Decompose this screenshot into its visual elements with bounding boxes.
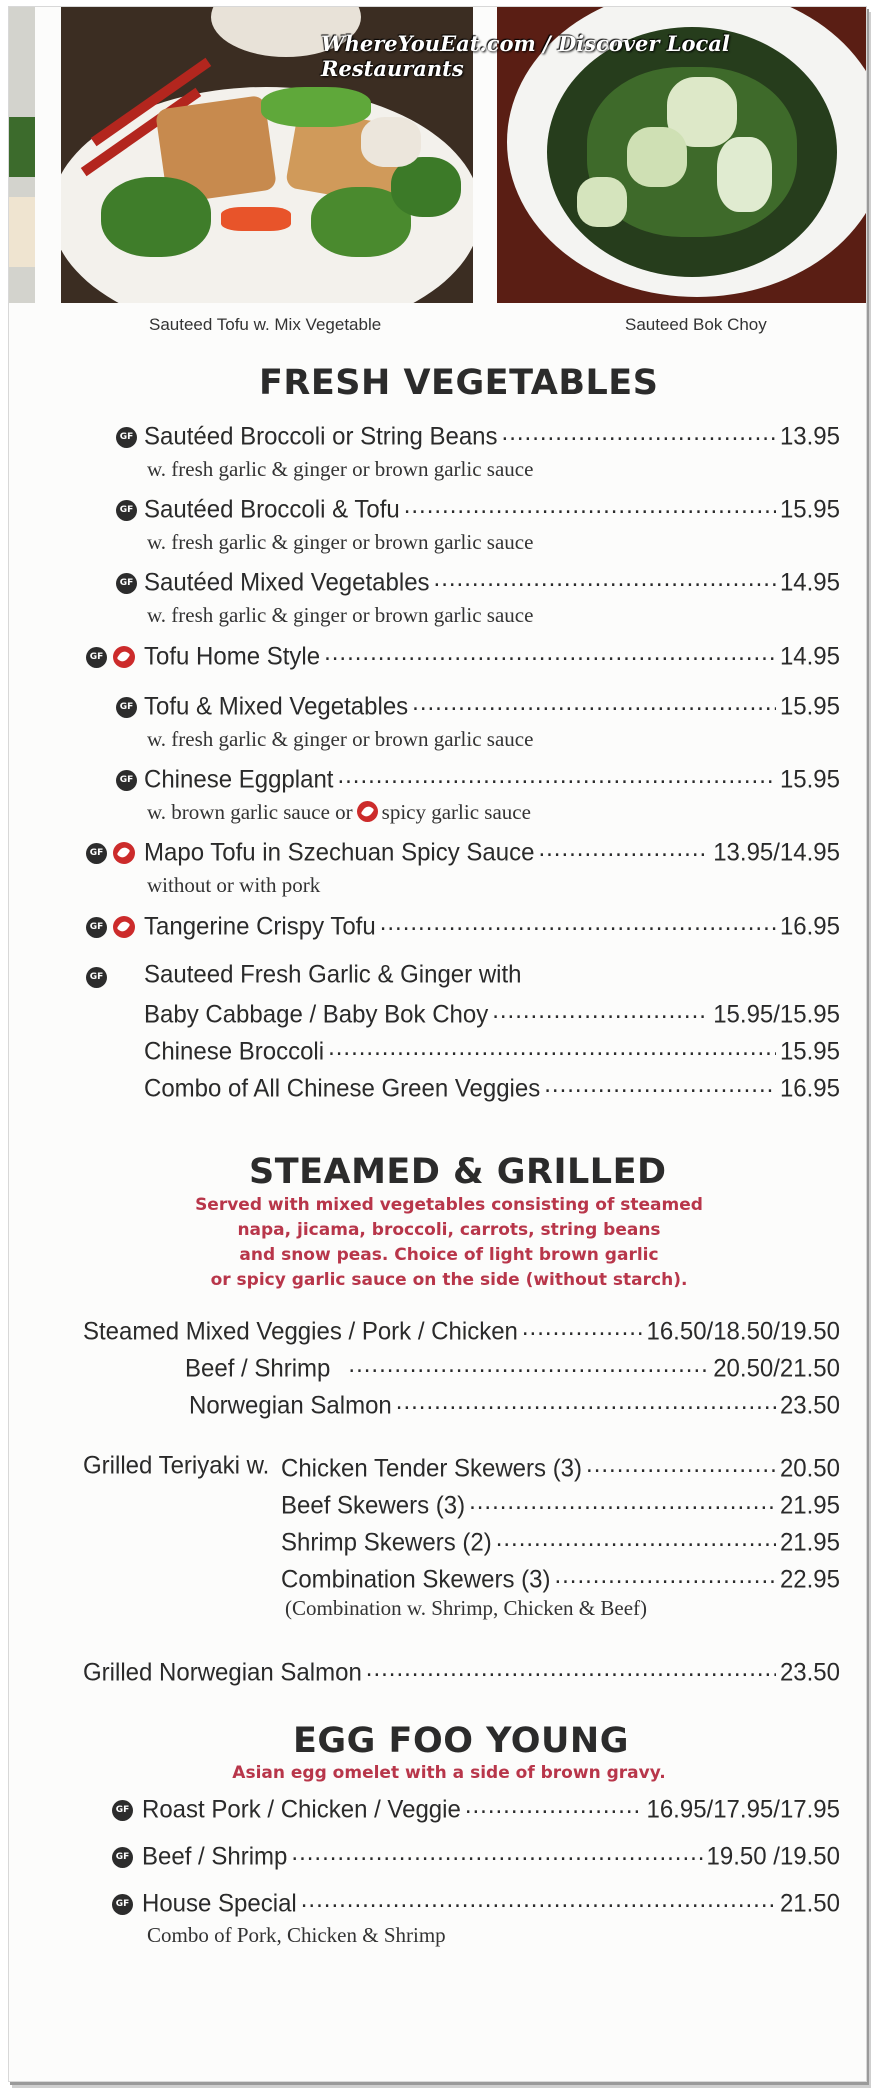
item-price: 19.50 /19.50: [706, 1842, 840, 1871]
section-title-steamed-grilled: STEAMED & GRILLED: [249, 1152, 667, 1192]
item-price: 15.95: [779, 1037, 840, 1066]
chili-pepper-icon: [357, 801, 378, 822]
group-heading: [144, 960, 522, 989]
section-title-egg-foo-young: EGG FOO YOUNG: [293, 1721, 629, 1761]
item-description: without or with pork: [147, 873, 321, 897]
gluten-free-icon: GF: [112, 1800, 133, 1821]
gluten-free-icon: GF: [112, 1847, 133, 1868]
item-description: w. fresh garlic & ginger or brown garlic sauce: [147, 457, 534, 481]
gluten-free-icon: GF: [86, 843, 107, 864]
menu-item: [144, 419, 840, 451]
subtitle-line: Served with mixed vegetables consisting of steamed: [195, 1195, 703, 1215]
menu-item: [144, 1034, 840, 1066]
gluten-free-icon: GF: [116, 427, 137, 448]
subtitle-line: and snow peas. Choice of light brown garlic: [239, 1245, 659, 1265]
group-heading-text: Sauteed Fresh Garlic & Ginger with: [144, 960, 522, 989]
menu-item: [144, 1071, 840, 1103]
menu-item: [144, 909, 840, 941]
item-name: Norwegian Salmon: [189, 1391, 392, 1420]
item-name: Sautéed Broccoli or String Beans: [144, 422, 498, 451]
gluten-free-icon: GF: [116, 500, 137, 521]
left-photo-edge: [9, 7, 35, 303]
item-name: Tofu & Mixed Vegetables: [144, 692, 409, 721]
section-subtitle: [109, 1193, 789, 1293]
item-name: Chinese Eggplant: [144, 765, 334, 794]
menu-item: [142, 1839, 840, 1871]
chili-pepper-icon: [113, 646, 135, 668]
item-price: 15.95: [779, 765, 840, 794]
item-price: 16.95: [779, 912, 840, 941]
item-price: 15.95: [779, 495, 840, 524]
menu-item: [142, 1886, 840, 1918]
item-name: Steamed Mixed Veggies / Pork / Chicken: [83, 1317, 518, 1346]
chili-pepper-icon: [113, 916, 135, 938]
item-price: 21.95: [779, 1528, 840, 1557]
menu-item: [83, 1655, 840, 1687]
item-name: Combo of All Chinese Green Veggies: [144, 1074, 541, 1103]
subtitle-line: or spicy garlic sauce on the side (without starch).: [210, 1270, 688, 1290]
menu-item: [281, 1488, 840, 1520]
gluten-free-icon: GF: [116, 573, 137, 594]
gluten-free-icon: GF: [112, 1894, 133, 1915]
gluten-free-icon: GF: [86, 647, 107, 668]
item-description: [147, 800, 531, 825]
item-name: Shrimp Skewers (2): [281, 1528, 492, 1557]
item-price: 21.50: [779, 1889, 840, 1918]
menu-item: [281, 1451, 840, 1483]
menu-item: [144, 639, 840, 671]
item-name: Sautéed Mixed Vegetables: [144, 568, 430, 597]
item-price: 21.95: [779, 1491, 840, 1520]
item-price: 22.95: [779, 1565, 840, 1594]
item-price: 13.95/14.95: [713, 838, 840, 867]
gluten-free-icon: GF: [86, 917, 107, 938]
subtitle-line: napa, jicama, broccoli, carrots, string beans: [237, 1220, 661, 1240]
menu-item: [144, 997, 840, 1029]
menu-item: [144, 565, 840, 597]
menu-item: [185, 1351, 840, 1383]
item-name: House Special: [142, 1889, 297, 1918]
item-price: 23.50: [779, 1658, 840, 1687]
item-name: Baby Cabbage / Baby Bok Choy: [144, 1000, 489, 1029]
item-name: Tangerine Crispy Tofu: [144, 912, 376, 941]
grilled-prefix: [83, 1451, 269, 1480]
item-price: 16.50/18.50/19.50: [646, 1317, 840, 1346]
item-name: Combination Skewers (3): [281, 1565, 551, 1594]
menu-item: [142, 1792, 840, 1824]
photo-caption-tofu: Sauteed Tofu w. Mix Vegetable: [149, 315, 382, 334]
item-description: w. fresh garlic & ginger or brown garlic sauce: [147, 727, 534, 751]
item-description: w. fresh garlic & ginger or brown garlic sauce: [147, 603, 534, 627]
grilled-prefix-text: Grilled Teriyaki w.: [83, 1451, 270, 1480]
item-price: 23.50: [779, 1391, 840, 1420]
item-name: Beef / Shrimp: [142, 1842, 288, 1871]
item-price: 20.50/21.50: [713, 1354, 840, 1383]
menu-page: [8, 6, 867, 2082]
item-name: Mapo Tofu in Szechuan Spicy Sauce: [144, 838, 535, 867]
item-description: (Combination w. Shrimp, Chicken & Beef): [285, 1596, 648, 1620]
item-name: Roast Pork / Chicken / Veggie: [142, 1795, 461, 1824]
item-description-part: w. brown garlic sauce or: [147, 800, 353, 824]
item-description: w. fresh garlic & ginger or brown garlic sauce: [147, 530, 534, 554]
item-price: 13.95: [779, 422, 840, 451]
menu-item: [144, 689, 840, 721]
item-price: 20.50: [779, 1454, 840, 1483]
item-name: Beef Skewers (3): [281, 1491, 466, 1520]
item-name: Sautéed Broccoli & Tofu: [144, 495, 400, 524]
item-description: Combo of Pork, Chicken & Shrimp: [147, 1923, 446, 1947]
chili-pepper-icon: [113, 842, 135, 864]
photo-caption-bok-choy: Sauteed Bok Choy: [625, 315, 767, 334]
item-name: Beef / Shrimp: [185, 1354, 331, 1383]
section-subtitle: Asian egg omelet with a side of brown gravy.: [232, 1763, 666, 1783]
gluten-free-icon: GF: [116, 770, 137, 791]
menu-item: [189, 1388, 840, 1420]
menu-item: [281, 1562, 840, 1594]
menu-item: [83, 1314, 840, 1346]
menu-item: [144, 492, 840, 524]
gluten-free-icon: GF: [86, 967, 107, 988]
gluten-free-icon: GF: [116, 697, 137, 718]
menu-item: [281, 1525, 840, 1557]
menu-item: [144, 835, 840, 867]
item-price: 15.95/15.95: [713, 1000, 840, 1029]
item-description-part: spicy garlic sauce: [381, 800, 531, 824]
item-price: 14.95: [779, 642, 840, 671]
item-price: 16.95: [779, 1074, 840, 1103]
item-name: Chinese Broccoli: [144, 1037, 325, 1066]
menu-item: [144, 762, 840, 794]
item-price: 15.95: [779, 692, 840, 721]
item-price: 16.95/17.95/17.95: [646, 1795, 840, 1824]
watermark: WhereYouEat.com / Discover Local Restaurants: [321, 31, 730, 81]
item-name: Grilled Norwegian Salmon: [83, 1658, 362, 1687]
item-price: 14.95: [779, 568, 840, 597]
item-name: Chicken Tender Skewers (3): [281, 1454, 583, 1483]
item-name: Tofu Home Style: [144, 642, 321, 671]
section-title-fresh-vegetables: FRESH VEGETABLES: [259, 363, 659, 403]
